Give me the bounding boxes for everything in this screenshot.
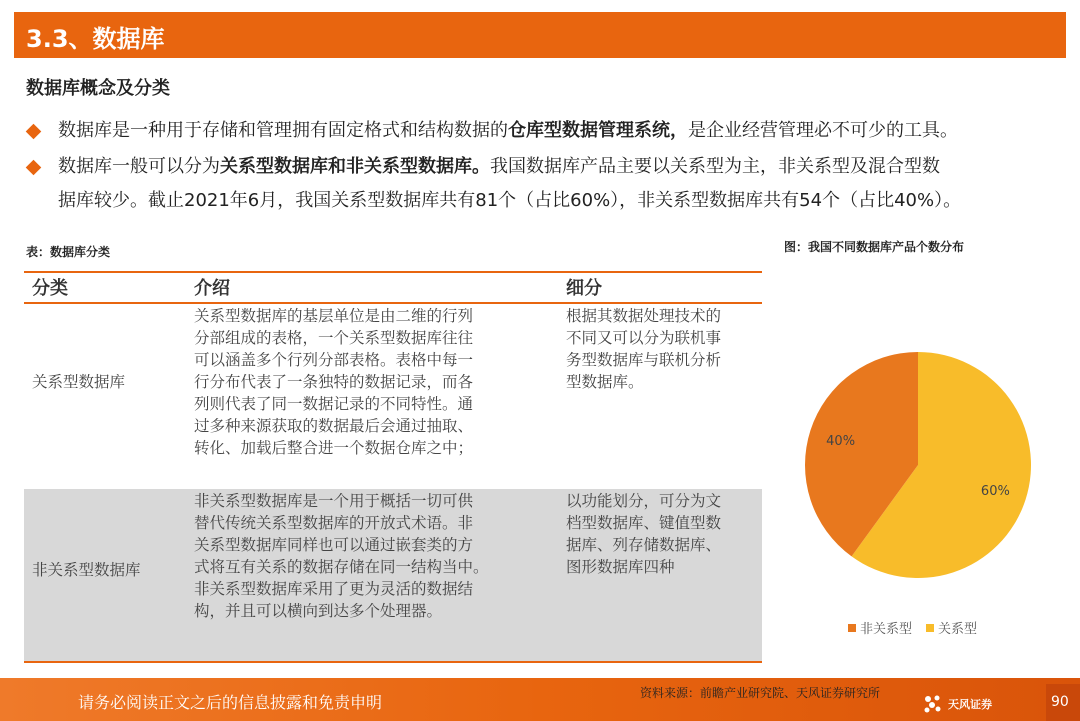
row-2-sub: 以功能划分，可分为文 档型数据库、键值型数 据库、列存储数据库、 图形数据库四种 bbox=[566, 492, 722, 576]
classification-table bbox=[24, 271, 762, 666]
pie-data-label: 40% bbox=[826, 433, 856, 449]
pie-data-label: 60% bbox=[980, 484, 1010, 500]
row-1-sub: 根据其数据处理技术的 不同又可以分为联机事 务型数据库与联机分析 型数据库。 bbox=[566, 307, 722, 391]
legend-swatch bbox=[926, 624, 934, 632]
pie-chart bbox=[780, 330, 1050, 600]
logo-text: 天风证券 bbox=[948, 698, 992, 711]
chart-caption: 图：我国不同数据库产品个数分布 bbox=[784, 240, 965, 254]
legend-item-relational bbox=[926, 618, 977, 637]
table-top-rule bbox=[24, 271, 762, 273]
row-1-intro: 关系型数据库的基层单位是由二维的行列 分部组成的表格，一个关系型数据库往往 可以涵盖多个行列分部表格。表格中每一 行分布代表了一条独特的数据记录，而各 列则代表了同一数据记录的不同特性。通 过多种来源获取的数据最后会通过抽取、 转化、加载后整合进一个数据仓库之中； bbox=[194, 307, 474, 457]
disclaimer-text: 请务必阅读正文之后的信息披露和免责申明 bbox=[78, 693, 383, 712]
table-header-rule bbox=[24, 302, 762, 304]
section-subtitle: 数据库概念及分类 bbox=[26, 78, 170, 99]
title-bar bbox=[14, 12, 1066, 58]
legend-label: 关系型 bbox=[938, 622, 978, 637]
header-sub: 细分 bbox=[566, 278, 602, 299]
pie-chart-svg bbox=[780, 330, 1050, 600]
header-intro: 介绍 bbox=[194, 278, 230, 299]
footer-bar bbox=[0, 678, 1080, 721]
page-number: 90 bbox=[1051, 694, 1069, 710]
row-2-category: 非关系型数据库 bbox=[32, 561, 141, 579]
row-2-intro: 非关系型数据库是一个用于概括一切可供 替代传统关系型数据库的开放式术语。非 关系型数据库同样也可以通过嵌套类的方 式将互有关系的数据存储在同一结构当中。 非关系型数据库采用了更为灵活的数据结 构，并且可以横向到达多个处理器。 bbox=[194, 492, 489, 620]
diamond-bullet-icon bbox=[26, 124, 42, 140]
header-category: 分类 bbox=[32, 278, 68, 299]
legend-item-nonrelational bbox=[848, 618, 912, 637]
legend-label: 非关系型 bbox=[860, 622, 913, 637]
page-title: 3.3、数据库 bbox=[26, 25, 165, 53]
chart-legend bbox=[848, 618, 977, 637]
table-bottom-rule bbox=[24, 661, 762, 663]
tianfeng-logo-icon bbox=[922, 693, 944, 715]
bullet-2-text: 数据库一般可以分为关系型数据库和非关系型数据库。我国数据库产品主要以关系型为主，非关系型及混合型数 据库较少。截止2021年6月，我国关系型数据库共有81个（占比60%），非关系型数据库共有54个（占比40%）。 bbox=[58, 156, 962, 211]
source-text: 资料来源：前瞻产业研究院、天风证券研究所 bbox=[640, 686, 881, 700]
row-1-category: 关系型数据库 bbox=[32, 373, 126, 391]
legend-swatch bbox=[848, 624, 856, 632]
logo bbox=[922, 693, 992, 715]
bullet-1-text: 数据库是一种用于存储和管理拥有固定格式和结构数据的仓库型数据管理系统，是企业经营管理必不可少的工具。 bbox=[58, 120, 958, 141]
bullet-1 bbox=[28, 114, 1078, 148]
diamond-bullet-icon bbox=[26, 160, 42, 176]
bullet-2 bbox=[28, 150, 1078, 218]
table-caption: 表：数据库分类 bbox=[26, 245, 111, 259]
